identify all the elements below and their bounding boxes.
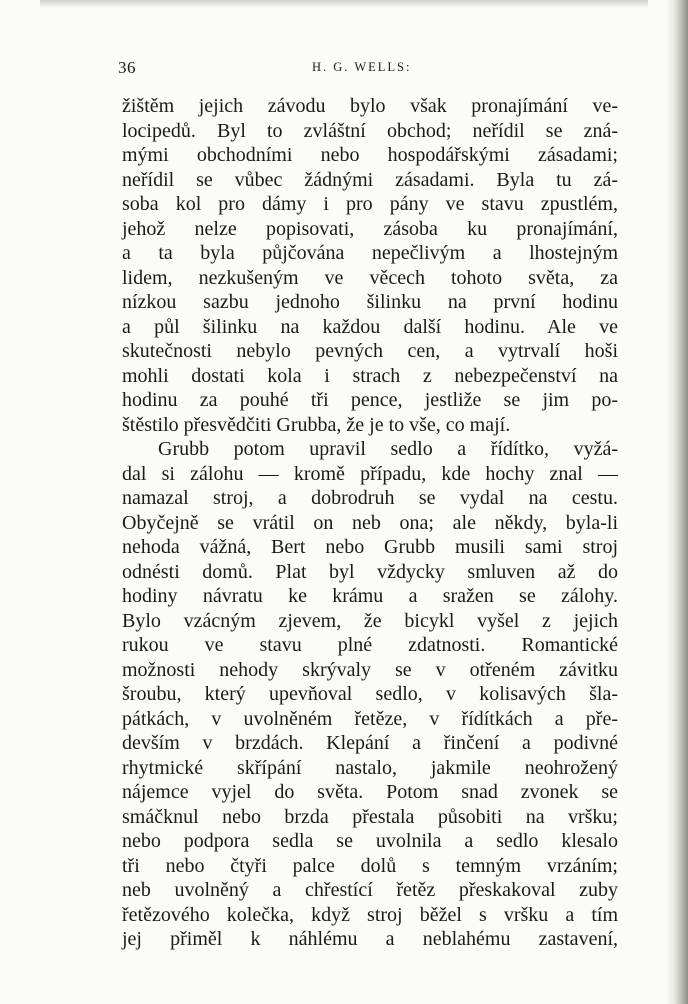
text-line: nájemce vyjel do světa. Potom snad zvonek se <box>122 781 618 803</box>
page-binding-shadow <box>666 0 688 1004</box>
text-line: rukou ve stavu plné zdatnosti. Romantické <box>122 634 618 656</box>
text-line: smáčknul nebo brzda přestala působiti na vršku; <box>122 805 618 828</box>
text-line: hodiny návratu ke krámu a sražen se zálohy. <box>122 585 618 607</box>
text-line: namazal stroj, a dobrodruh se vydal na cestu. <box>122 487 618 509</box>
text-line: neřídil se vůbec žádnými zásadami. Byla tu zá- <box>122 168 618 191</box>
text-line: lidem, nezkušeným ve věcech tohoto světa, za <box>122 266 618 289</box>
text-line: a ta byla půjčována nepečlivým a lhostejným <box>122 242 618 264</box>
text-line: devším v brzdách. Klepání a řinčení a podivné <box>122 732 618 754</box>
text-line: Bylo vzácným zjevem, že bicykl vyšel z jejich <box>122 609 618 632</box>
text-line: možnosti nehody skrývaly se v otřeném závitku <box>122 658 618 681</box>
text-line: skutečnosti nebylo pevných cen, a vytrvalí hoši <box>122 340 618 362</box>
text-line: mými obchodními nebo hospodářskými zásadami; <box>122 144 618 166</box>
text-line: soba kol pro dámy i pro pány ve stavu zpustlém, <box>122 193 618 215</box>
text-line: žištěm jejich závodu bylo však pronajímání ve- <box>122 95 618 117</box>
text-line: tři nebo čtyři palce dolů s temným vrzáním; <box>122 854 618 877</box>
text-line: a půl šilinku na každou další hodinu. Ale ve <box>122 315 618 338</box>
page-number: 36 <box>118 58 136 77</box>
text-line: jehož nelze popisovati, zásoba ku pronajímání, <box>122 217 618 240</box>
text-line: rhytmické skřípání nastalo, jakmile neohrožený <box>122 756 618 779</box>
text-line: řetězového kolečka, když stroj běžel s vršku a tím <box>122 903 618 926</box>
text-line: hodinu za pouhé tři pence, jestliže se jim po- <box>122 389 618 411</box>
page-header <box>118 58 618 82</box>
text-line: mohli dostati kola i strach z nebezpečenství na <box>122 364 618 387</box>
body-text <box>122 94 618 952</box>
text-line: nehoda vážná, Bert nebo Grubb musili sami stroj <box>122 536 618 558</box>
text-line: šroubu, který upevňoval sedlo, v kolisavých šla- <box>122 683 618 705</box>
text-line: odnésti domů. Plat byl vždycky smluven až do <box>122 560 618 583</box>
text-line: Obyčejně se vrátil on neb ona; ale někdy, byla-li <box>122 511 618 534</box>
text-line: dal si zálohu — kromě případu, kde hochy znal — <box>122 462 618 485</box>
page-top-shadow <box>40 0 648 8</box>
text-line: Grubb potom upravil sedlo a řídítko, vyžá- <box>158 438 618 460</box>
text-line: locipedů. Byl to zvláštní obchod; neřídil se zná- <box>122 119 618 142</box>
text-line: nízkou sazbu jednoho šilinku na první hodinu <box>122 291 618 313</box>
text-line: pátkách, v uvolněném řetěze, v řídítkách a pře- <box>122 707 618 730</box>
text-line: neb uvolněný a chřestící řetěz přeskakoval zuby <box>122 879 618 901</box>
text-line: jej přiměl k náhlému a neblahému zastavení, <box>122 928 618 950</box>
text-line: nebo podpora sedla se uvolnila a sedlo klesalo <box>122 830 618 852</box>
text-line: štěstilo přesvědčiti Grubba, že je to vše, co mají. <box>122 413 511 436</box>
running-head: H. G. WELLS: <box>312 60 412 74</box>
